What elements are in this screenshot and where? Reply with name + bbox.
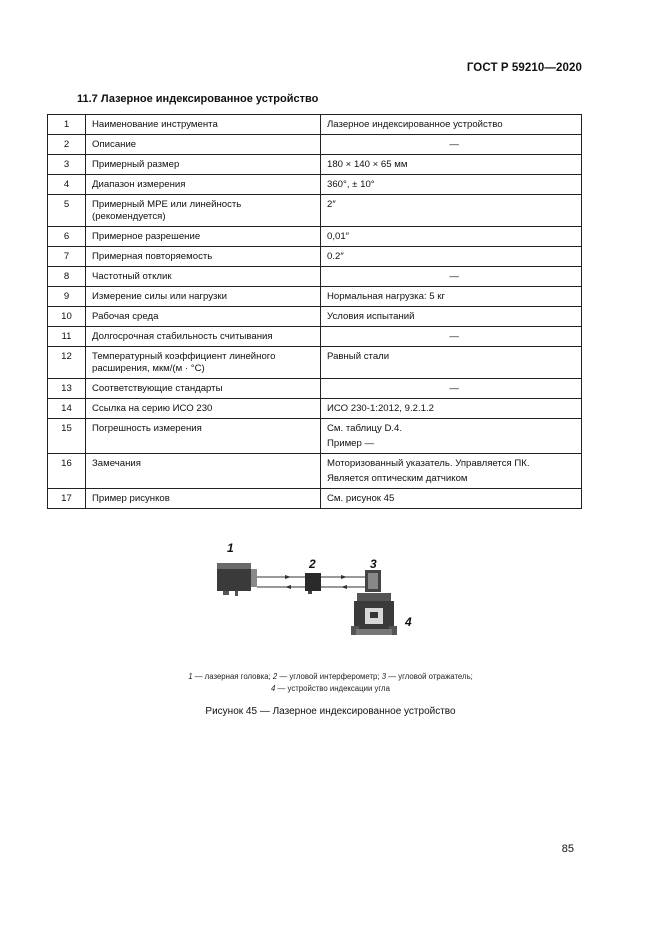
table-row <box>48 287 582 307</box>
table-row <box>48 135 582 155</box>
parameter-name: Наименование инструмента <box>86 115 321 135</box>
parameter-name: Замечания <box>86 454 321 489</box>
value-text: См. рисунок 45 <box>327 493 395 504</box>
table-row <box>48 267 582 287</box>
legend-text-2: — угловой интерферометр; <box>277 672 382 681</box>
value-text: Нормальная нагрузка: 5 кг <box>327 291 445 302</box>
value-text: Условия испытаний <box>327 311 415 322</box>
row-number: 8 <box>48 267 86 287</box>
angular-interferometer-icon <box>305 573 321 594</box>
value-text-second-line: Пример — <box>327 438 375 449</box>
value-text: — <box>449 331 459 342</box>
row-number: 11 <box>48 327 86 347</box>
table-row <box>48 454 582 489</box>
row-number: 9 <box>48 287 86 307</box>
table-row <box>48 419 582 454</box>
row-number: 7 <box>48 247 86 267</box>
table-row <box>48 175 582 195</box>
parameter-name: Примерное разрешение <box>86 227 321 247</box>
value-text-second-line: Является оптическим датчиком <box>327 473 468 484</box>
parameter-value <box>321 379 582 399</box>
section-title: 11.7 Лазерное индексированное устройство <box>77 93 319 105</box>
parameter-value <box>321 489 582 509</box>
table-row <box>48 195 582 227</box>
parameter-name: Примерная повторяемость <box>86 247 321 267</box>
parameter-name: Погрешность измерения <box>86 419 321 454</box>
row-number: 12 <box>48 347 86 379</box>
value-text: Моторизованный указатель. Управляется ПК. <box>327 458 530 469</box>
callout-3: 3 <box>370 557 377 571</box>
value-text: 0,01″ <box>327 231 350 242</box>
value-text: 180 × 140 × 65 мм <box>327 159 408 170</box>
parameter-value <box>321 347 582 379</box>
table-row <box>48 347 582 379</box>
parameter-value <box>321 135 582 155</box>
parameter-value <box>321 115 582 135</box>
parameter-value <box>321 175 582 195</box>
value-text: Лазерное индексированное устройство <box>327 119 503 130</box>
laser-setup-diagram <box>205 536 425 646</box>
row-number: 10 <box>48 307 86 327</box>
legend-line-1 <box>0 671 661 683</box>
figure-legend <box>0 671 661 695</box>
legend-line-2 <box>0 683 661 695</box>
row-number: 1 <box>48 115 86 135</box>
spec-table-body <box>48 115 582 509</box>
legend-text-3: — угловой отражатель; <box>386 672 473 681</box>
table-row <box>48 115 582 135</box>
parameter-name: Диапазон измерения <box>86 175 321 195</box>
table-row <box>48 227 582 247</box>
parameter-name: Описание <box>86 135 321 155</box>
parameter-value <box>321 155 582 175</box>
row-number: 14 <box>48 399 86 419</box>
spec-table <box>47 114 582 509</box>
parameter-name: Ссылка на серию ИСО 230 <box>86 399 321 419</box>
table-row <box>48 399 582 419</box>
legend-text-4: — устройство индексации угла <box>275 684 390 693</box>
parameter-value <box>321 399 582 419</box>
table-row <box>48 247 582 267</box>
value-text: 360°, ± 10° <box>327 179 375 190</box>
parameter-name: Частотный отклик <box>86 267 321 287</box>
table-row <box>48 307 582 327</box>
row-number: 13 <box>48 379 86 399</box>
legend-num-3: 3 <box>381 672 387 681</box>
page-number: 85 <box>561 843 574 855</box>
parameter-value <box>321 227 582 247</box>
angular-reflector-icon <box>365 570 381 592</box>
figure-45 <box>205 536 425 646</box>
callout-1: 1 <box>227 541 234 555</box>
angle-indexing-device-icon <box>351 593 397 635</box>
value-text: 0.2″ <box>327 251 344 262</box>
parameter-value <box>321 419 582 454</box>
parameter-name: Пример рисунков <box>86 489 321 509</box>
callout-2: 2 <box>309 557 316 571</box>
parameter-value <box>321 307 582 327</box>
value-text: ИСО 230-1:2012, 9.2.1.2 <box>327 403 434 414</box>
row-number: 16 <box>48 454 86 489</box>
parameter-value <box>321 287 582 307</box>
row-number: 17 <box>48 489 86 509</box>
value-text: — <box>449 383 459 394</box>
laser-head-icon <box>217 563 257 596</box>
parameter-value <box>321 327 582 347</box>
parameter-name: Рабочая среда <box>86 307 321 327</box>
parameter-name: Примерный размер <box>86 155 321 175</box>
row-number: 6 <box>48 227 86 247</box>
parameter-value <box>321 267 582 287</box>
value-text: См. таблицу D.4. <box>327 423 403 434</box>
row-number: 15 <box>48 419 86 454</box>
parameter-name: Измерение силы или нагрузки <box>86 287 321 307</box>
row-number: 5 <box>48 195 86 227</box>
parameter-name: Долгосрочная стабильность считывания <box>86 327 321 347</box>
legend-text-1: — лазерная головка; <box>192 672 273 681</box>
standard-code: ГОСТ Р 59210—2020 <box>466 62 582 74</box>
parameter-name: Соответствующие стандарты <box>86 379 321 399</box>
value-text: 2″ <box>327 199 336 210</box>
table-row <box>48 379 582 399</box>
row-number: 4 <box>48 175 86 195</box>
row-number: 2 <box>48 135 86 155</box>
legend-num-4: 4 <box>271 684 276 693</box>
parameter-name: Примерный MPE или линейность (рекомендуется) <box>86 195 321 227</box>
value-text: Равный стали <box>327 351 390 362</box>
value-text: — <box>449 139 459 150</box>
table-row <box>48 327 582 347</box>
legend-num-2: 2 <box>272 672 278 681</box>
value-text: — <box>449 271 459 282</box>
parameter-value <box>321 195 582 227</box>
legend-num-1: 1 <box>188 672 193 681</box>
parameter-value <box>321 454 582 489</box>
parameter-value <box>321 247 582 267</box>
figure-caption: Рисунок 45 — Лазерное индексированное устройство <box>205 706 456 717</box>
table-row <box>48 489 582 509</box>
callout-4: 4 <box>405 615 412 629</box>
parameter-name: Температурный коэффициент линейного расширения, мкм/(м · °С) <box>86 347 321 379</box>
table-row <box>48 155 582 175</box>
row-number: 3 <box>48 155 86 175</box>
